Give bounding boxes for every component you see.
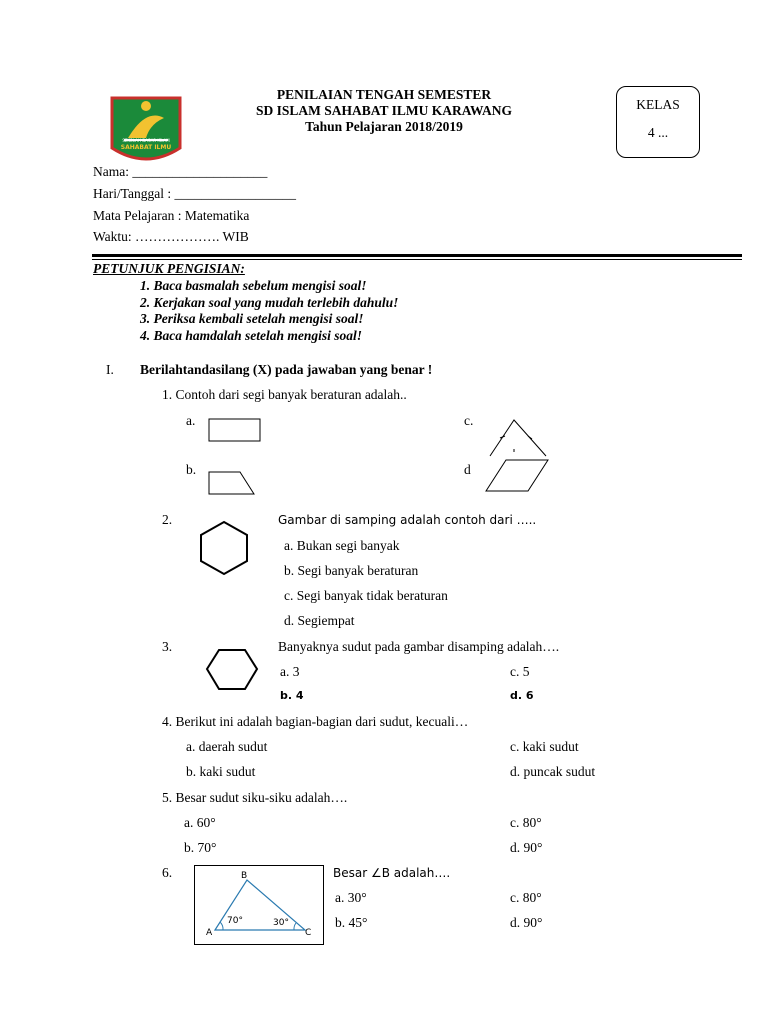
q3-hexagon-figure [205,648,259,692]
q1-text: 1. Contoh dari segi banyak beraturan adalah.. [162,387,407,402]
logo-text-line1: SEKOLAH DASAR ISLAM [122,138,170,143]
vertex-c-label: C [305,928,312,938]
q6-option-b[interactable]: b. 45° [335,915,368,930]
q6-option-c[interactable]: c. 80° [510,890,542,905]
kelas-value: 4 ... [647,125,669,140]
q1-option-d[interactable]: d [464,462,471,477]
vertex-b-label: B [241,871,248,881]
q1-triangle-figure [488,416,548,456]
q4-option-c[interactable]: c. kaki sudut [510,739,579,754]
q6-number: 6. [162,865,173,880]
q4-option-b[interactable]: b. kaki sudut [186,764,256,779]
q6-triangle-figure [194,865,324,945]
divider-thin [92,259,742,260]
field-nama[interactable]: Nama: ____________________ [93,164,268,179]
q2-option[interactable]: d. Segiempat [284,613,355,628]
kelas-box [616,86,700,158]
q6-text: Besar ∠B adalah…. [333,866,451,880]
page-title: PENILAIAN TENGAH SEMESTER [276,87,492,102]
academic-year: Tahun Pelajaran 2018/2019 [305,119,463,134]
q5-text: 5. Besar sudut siku-siku adalah…. [162,790,348,805]
divider-thick [92,254,742,257]
q4-option-d[interactable]: d. puncak sudut [510,764,596,779]
q1-parallelogram-figure [484,458,550,494]
q3-option-d[interactable]: d. 6 [510,689,534,702]
instruction-item: 1. Baca basmalah sebelum mengisi soal! [140,278,367,293]
q2-option[interactable]: b. Segi banyak beraturan [284,563,419,578]
q3-option-a[interactable]: a. 3 [280,664,300,679]
q3-text: Banyaknya sudut pada gambar disamping adalah…. [278,639,560,654]
q5-option-a[interactable]: a. 60° [184,815,216,830]
q5-option-b[interactable]: b. 70° [184,840,217,855]
angle-c-label: 30° [273,918,289,928]
q1-option-c[interactable]: c. [464,413,474,428]
school-logo [106,88,186,168]
instructions-title: PETUNJUK PENGISIAN: [93,261,245,276]
field-mata-pelajaran: Mata Pelajaran : Matematika [93,208,250,223]
q2-hexagon-figure [198,520,250,576]
q5-option-d[interactable]: d. 90° [510,840,543,855]
q5-option-c[interactable]: c. 80° [510,815,542,830]
q2-option[interactable]: c. Segi banyak tidak beraturan [284,588,448,603]
instruction-item: 2. Kerjakan soal yang mudah terlebih dahulu! [140,295,399,310]
school-name: SD ISLAM SAHABAT ILMU KARAWANG [255,103,513,118]
q2-number: 2. [162,512,173,527]
section-title: Berilahtandasilang (X) pada jawaban yang benar ! [140,362,433,377]
q1-option-b[interactable]: b. [186,462,197,477]
q1-rectangle-figure [208,418,262,444]
q4-option-a[interactable]: a. daerah sudut [186,739,268,754]
q3-option-c[interactable]: c. 5 [510,664,530,679]
logo-text-line2: SAHABAT ILMU [120,144,172,151]
field-waktu[interactable]: Waktu: ………………. WIB [93,229,249,244]
q6-option-d[interactable]: d. 90° [510,915,543,930]
kelas-label: KELAS [636,97,680,112]
vertex-a-label: A [206,928,213,938]
q3-option-b[interactable]: b. 4 [280,689,304,702]
instruction-item: 4. Baca hamdalah setelah mengisi soal! [140,328,363,343]
q1-trapezoid-figure [208,470,256,496]
q2-option[interactable]: a. Bukan segi banyak [284,538,400,553]
q2-text: Gambar di samping adalah contoh dari ….. [278,513,537,527]
angle-a-label: 70° [227,916,243,926]
q6-option-a[interactable]: a. 30° [335,890,367,905]
instruction-item: 3. Periksa kembali setelah mengisi soal! [140,311,364,326]
q3-number: 3. [162,639,173,654]
field-hari-tanggal[interactable]: Hari/Tanggal : __________________ [93,186,297,201]
section-number: I. [106,362,114,377]
q4-text: 4. Berikut ini adalah bagian-bagian dari sudut, kecuali… [162,714,469,729]
q1-option-a[interactable]: a. [186,413,196,428]
